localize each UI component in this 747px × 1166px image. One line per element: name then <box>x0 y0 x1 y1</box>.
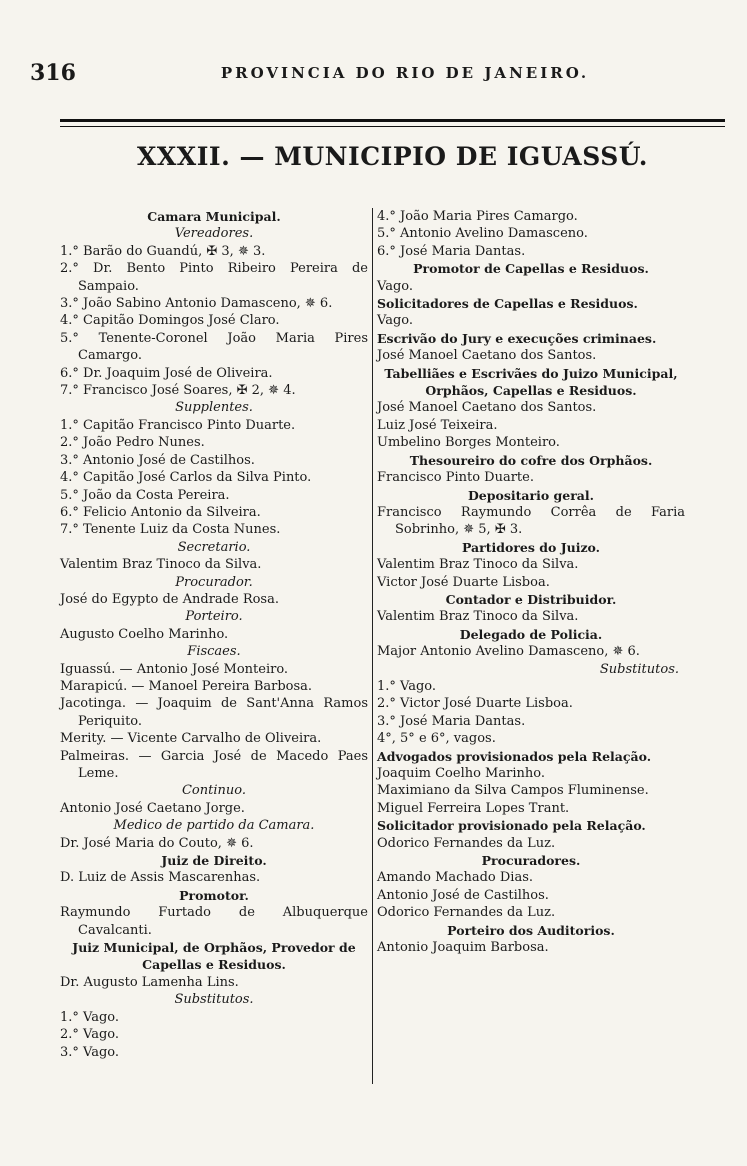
entry-juiz-direito: D. Luiz de Assis Mascarenhas. <box>60 870 261 886</box>
heading-continuo: Continuo. <box>181 783 246 799</box>
list-item: 4.° João Maria Pires Camargo. <box>377 209 578 224</box>
heading-promotor-capellas: Promotor de Capellas e Residuos. <box>413 261 649 277</box>
heading-medico: Medico de partido da Camara. <box>113 818 315 834</box>
heading-fiscaes: Fiscaes. <box>187 644 241 660</box>
list-item: Antonio José de Castilhos. <box>377 887 549 903</box>
entry-continuo: Antonio José Caetano Jorge. <box>60 800 245 816</box>
list-item: 3.° João Sabino Antonio Damasceno, ✵ 6. <box>60 296 333 312</box>
list-item: Maximiano da Silva Campos Fluminense. <box>377 783 649 799</box>
heading-advogados: Advogados provisionados pela Relação. <box>377 748 652 764</box>
list-item: 2.° Dr. Bento Pinto Ribeiro Pereira de Sampaio. <box>60 261 368 294</box>
list-item: Iguassú. — Antonio José Monteiro. <box>60 661 289 677</box>
list-item: Umbelino Borges Monteiro. <box>377 435 560 451</box>
heading-solicitadores: Solicitadores de Capellas e Residuos. <box>377 296 638 312</box>
section-title: XXXII. — MUNICIPIO DE IGUASSÚ. <box>137 142 648 171</box>
double-rule-thin <box>60 126 725 127</box>
list-item: 6.° José Maria Dantas. <box>377 243 526 259</box>
list-item: 3.° Vago. <box>60 1044 120 1060</box>
list-item: 3.° José Maria Dantas. <box>377 713 526 729</box>
heading-supplentes: Supplentes. <box>175 400 253 416</box>
column-divider <box>372 208 373 1084</box>
heading-porteiro-auditorios: Porteiro dos Auditorios. <box>447 922 615 938</box>
list-item: 6.° Dr. Joaquim José de Oliveira. <box>60 365 273 381</box>
list-item: 5.° João da Costa Pereira. <box>60 487 230 503</box>
list-item: Joaquim Coelho Marinho. <box>377 766 545 781</box>
list-item: Amando Machado Dias. <box>377 870 533 886</box>
list-item: 7.° Francisco José Soares, ✠ 2, ✵ 4. <box>60 383 296 399</box>
list-item: Valentim Braz Tinoco da Silva. <box>377 557 579 573</box>
list-item: 4°, 5° e 6°, vagos. <box>377 731 496 747</box>
entry-procurador: José do Egypto de Andrade Rosa. <box>60 591 279 607</box>
entry-promotor-capellas: Vago. <box>377 278 413 294</box>
entry-medico: Dr. José Maria do Couto, ✵ 6. <box>60 835 254 851</box>
heading-thesoureiro: Thesoureiro do cofre dos Orphãos. <box>409 452 653 468</box>
list-item: 6.° Felicio Antonio da Silveira. <box>60 504 261 520</box>
right-column <box>377 208 685 956</box>
list-item: Palmeiras. — Garcia José de Macedo Paes Leme. <box>60 748 368 781</box>
list-item: 3.° Antonio José de Castilhos. <box>60 452 255 468</box>
heading-procurador: Procurador. <box>175 574 253 590</box>
list-item: 2.° João Pedro Nunes. <box>60 435 205 451</box>
entry-juiz-municipal: Dr. Augusto Lamenha Lins. <box>60 974 239 990</box>
entry-promotor: Raymundo Furtado de Albuquerque Cavalcanti. <box>60 905 368 938</box>
entry-delegado: Major Antonio Avelino Damasceno, ✵ 6. <box>377 644 640 660</box>
entry-porteiro-auditorios: Antonio Joaquim Barbosa. <box>377 940 549 956</box>
heading-contador: Contador e Distribuidor. <box>445 591 617 607</box>
list-item: Victor José Duarte Lisboa. <box>377 574 550 590</box>
heading-depositario: Depositario geral. <box>467 487 595 503</box>
list-item: 2.° Vago. <box>60 1027 120 1043</box>
list-item: 2.° Victor José Duarte Lisboa. <box>377 696 573 712</box>
list-item: 4.° Capitão José Carlos da Silva Pinto. <box>60 470 312 486</box>
heading-solicitador-provisionado: Solicitador provisionado pela Relação. <box>377 818 646 834</box>
list-item: José Manoel Caetano dos Santos. <box>377 400 597 416</box>
list-item: 1.° Vago. <box>60 1009 120 1025</box>
list-item: Luiz José Teixeira. <box>377 417 498 433</box>
list-item: Merity. — Vicente Carvalho de Oliveira. <box>60 731 322 747</box>
list-item: Odorico Fernandes da Luz. <box>377 905 556 921</box>
entry-solicitadores: Vago. <box>377 313 413 329</box>
list-item: 4.° Capitão Domingos José Claro. <box>60 313 280 329</box>
heading-porteiro: Porteiro. <box>185 609 243 625</box>
list-item: 1.° Vago. <box>377 678 437 694</box>
heading-procuradores: Procuradores. <box>481 853 581 869</box>
heading-vereadores: Vereadores. <box>174 226 254 242</box>
entry-solicitador-provisionado: Odorico Fernandes da Luz. <box>377 835 556 851</box>
list-item: Marapicú. — Manoel Pereira Barbosa. <box>60 678 313 694</box>
list-item: Jacotinga. — Joaquim de Sant'Anna Ramos Periquito. <box>60 696 368 729</box>
heading-substitutos: Substitutos. <box>174 992 254 1008</box>
page-number: 316 <box>30 60 76 86</box>
list-item: 1.° Capitão Francisco Pinto Duarte. <box>60 417 296 433</box>
entry-contador: Valentim Braz Tinoco da Silva. <box>377 609 579 625</box>
entry-thesoureiro: Francisco Pinto Duarte. <box>377 470 534 486</box>
heading-secretario: Secretario. <box>177 539 251 555</box>
list-item: 1.° Barão do Guandú, ✠ 3, ✵ 3. <box>60 243 266 259</box>
heading-tabelliaes: Tabelliães e Escrivães do Juizo Municipal, Orphãos, Capellas e Residuos. <box>384 365 678 399</box>
list-item: Miguel Ferreira Lopes Trant. <box>377 800 570 816</box>
list-item: 5.° Tenente-Coronel João Maria Pires Camargo. <box>60 330 368 364</box>
heading-juiz-municipal: Juiz Municipal, de Orphãos, Provedor de Capellas e Residuos. <box>72 940 356 973</box>
page-header <box>30 60 720 90</box>
double-rule-thick <box>60 119 725 122</box>
list-item: 5.° Antonio Avelino Damasceno. <box>377 226 588 242</box>
heading-delegado-substitutos: Substitutos. <box>599 661 679 677</box>
entry-porteiro: Augusto Coelho Marinho. <box>60 626 229 642</box>
heading-promotor: Promotor. <box>179 887 249 903</box>
running-title: PROVINCIA DO RIO DE JANEIRO. <box>220 64 590 82</box>
heading-escrivao-jury: Escrivão do Jury e execuções criminaes. <box>377 330 657 346</box>
left-column <box>60 208 368 1061</box>
entry-depositario: Francisco Raymundo Corrêa de Faria Sobrinho, ✵ 5, ✠ 3. <box>377 504 685 538</box>
heading-camara: Camara Municipal. <box>147 209 281 224</box>
heading-partidores: Partidores do Juizo. <box>461 539 601 555</box>
heading-juiz-direito: Juiz de Direito. <box>161 853 267 869</box>
entry-escrivao-jury: José Manoel Caetano dos Santos. <box>377 348 597 364</box>
heading-delegado: Delegado de Policia. <box>459 626 603 642</box>
list-item: 7.° Tenente Luiz da Costa Nunes. <box>60 522 281 538</box>
entry-secretario: Valentim Braz Tinoco da Silva. <box>60 557 262 573</box>
